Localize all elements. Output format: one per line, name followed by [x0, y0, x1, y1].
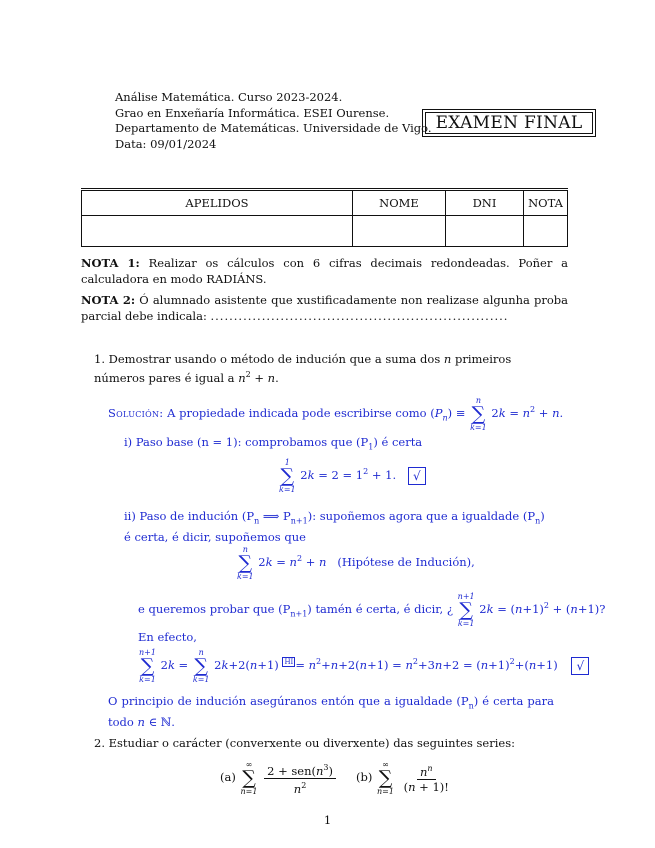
note-1: NOTA 1: Realizar os cálculos con 6 cifras decimais redondeadas. Poñer a calculadora en modo RADIÁNS. — [81, 256, 569, 286]
col-nome: NOME — [353, 190, 446, 216]
induction-step: ii) Paso de indución ($P_n$ ⟹ $P_{n+1}$): supoñemos agora que a igualdade $(P_n)$ é certa, é dicir, supoñemos que — [124, 509, 545, 545]
series-b: (b) ∞ ∑ n=1 $\frac{n^n}{(n + 1)!}$ — [356, 760, 449, 796]
page-number: 1 — [323, 813, 332, 827]
col-dni: DNI — [446, 190, 524, 216]
base-case-formula: 1 ∑ k=1 $2k = 2 = 1^2 + 1$. √ — [278, 458, 426, 494]
induction-hypothesis: n ∑ k=1 $2k = n^2 + n$ (Hipótese de Indución), — [237, 545, 475, 581]
student-info-table — [81, 188, 568, 247]
question-1: 1. Demostrar usando o método de indución que a suma dos n primeiros números pares é igual a $n^2 + n$. — [94, 352, 512, 385]
header-line-1: Análise Matemática. Curso 2023-2024. — [115, 90, 343, 104]
header-line-4: Data: 09/01/2024 — [115, 136, 217, 151]
base-case: i) Paso base (n = 1): comprobamos que $(P_1)$ é certa — [124, 435, 423, 452]
note-2: NOTA 2: Ó alumnado asistente que xustificadamente non realizase algunha proba parcial debe indicala: ................................................................ — [81, 293, 569, 323]
course-header — [115, 90, 432, 152]
hi-tag: HI — [284, 658, 294, 667]
note-2-dots: ................................................................ — [210, 309, 509, 323]
check-icon: √ — [408, 467, 426, 485]
solution-intro: Solución: A propiedade indicada pode escribirse como $(P_n)$ ≡ n ∑ k=1 $2k = n^2 + n$. — [108, 396, 564, 432]
exam-title: EXAMEN FINAL — [425, 112, 593, 134]
col-nota: NOTA — [524, 190, 568, 216]
series-a: (a) ∞ ∑ n=1 $\frac{2 + sen(n^3)}{n^2}$ — [220, 760, 338, 796]
question-2: 2. Estudiar o carácter (converxente ou diverxente) das seguintes series: — [94, 736, 515, 750]
dni-cell[interactable] — [446, 216, 524, 247]
nome-cell[interactable] — [353, 216, 446, 247]
goal-statement: e queremos probar que $(P_{n+1})$ tamén é certa, é dicir, ¿ n+1 ∑ k=1 $2k = (n+1)^2 + (n+1)$? — [138, 592, 606, 628]
en-efecto: En efecto, — [138, 630, 197, 644]
conclusion: O principio de indución asegúranos entón que a igualdade $(P_n)$ é certa para todo n ∈ ℕ. — [108, 694, 555, 730]
header-line-2: Grao en Enxeñaría Informática. ESEI Ourense. — [115, 105, 390, 120]
header-line-3: Departamento de Matemáticas. Universidade de Vigo. — [115, 121, 432, 135]
apelidos-cell[interactable] — [82, 216, 353, 247]
col-apelidos: APELIDOS — [82, 190, 353, 216]
nota-cell[interactable] — [524, 216, 568, 247]
check-icon: √ — [571, 657, 589, 675]
induction-proof: n+1 ∑ k=1 2k = n ∑ k=1 2k+2(n+1) HI = $n^2+n+2(n+1) = n^2+3n+2 = (n+1)^2+(n+1)$ √ — [138, 648, 589, 684]
